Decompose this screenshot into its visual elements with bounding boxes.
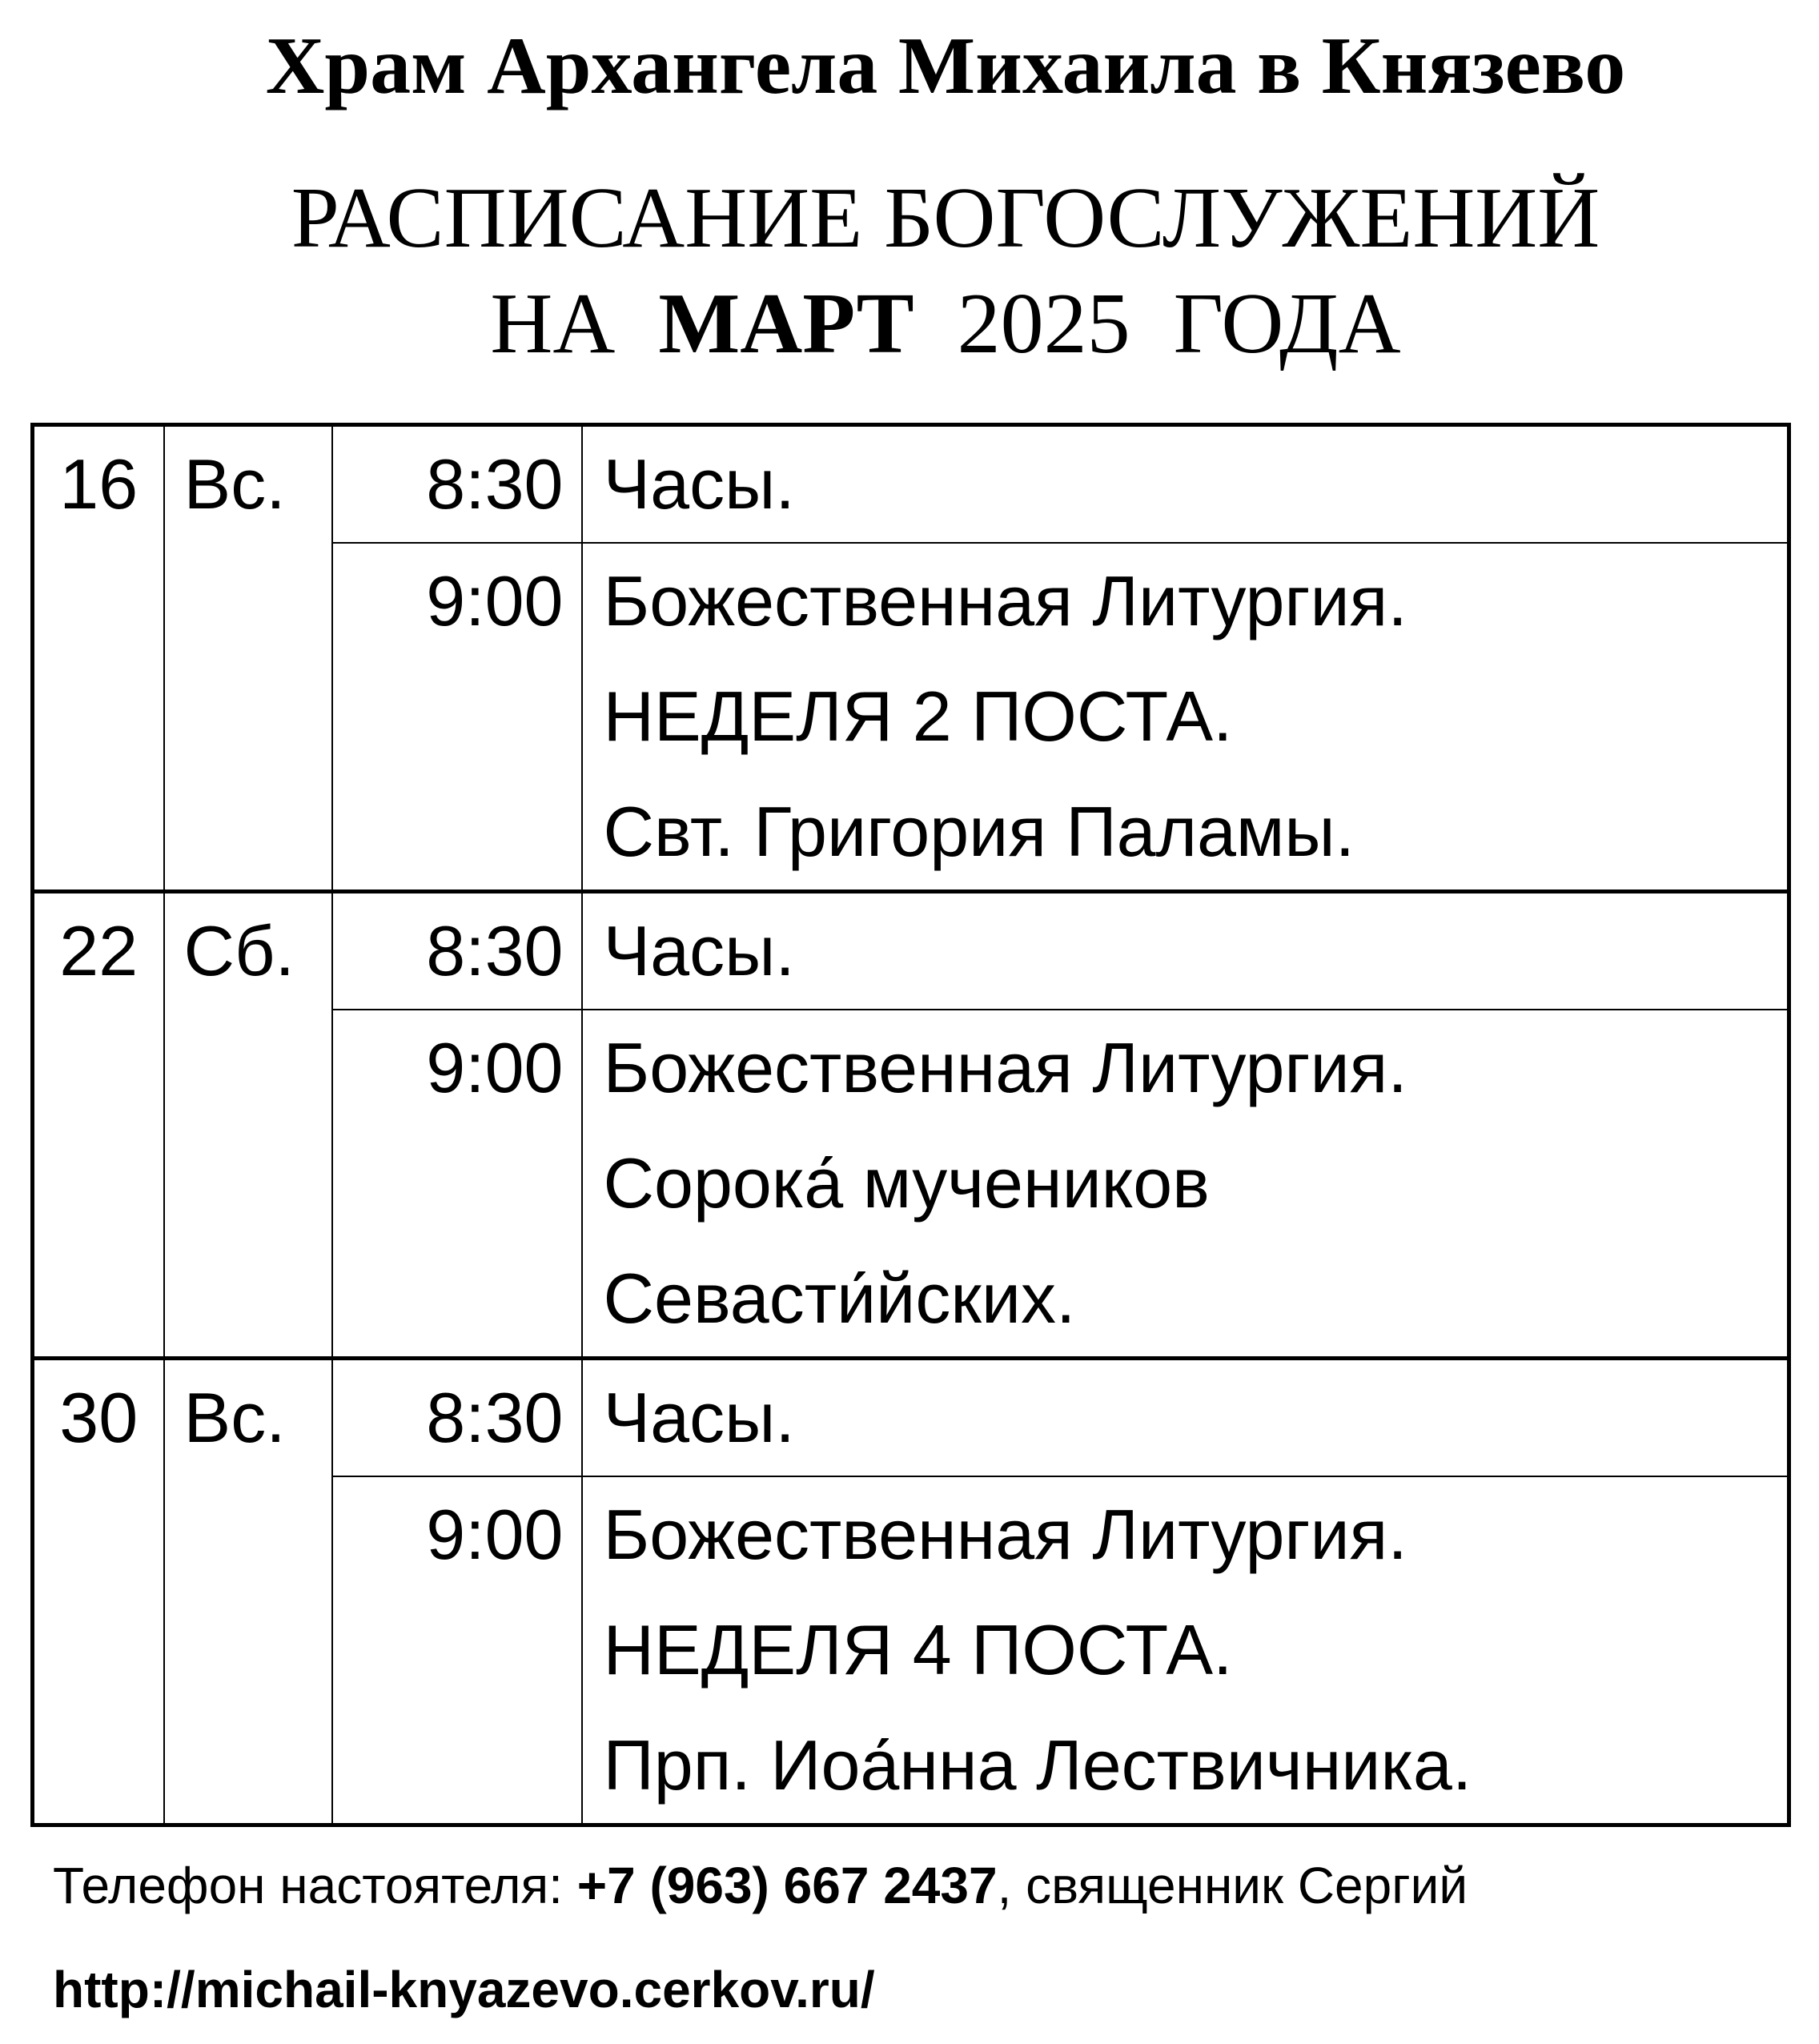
service-line: Божественная Литургия.: [603, 1495, 1407, 1574]
schedule-title: РАСПИСАНИЕ БОГОСЛУЖЕНИЙ: [291, 171, 1600, 266]
time-cell: 9:00: [332, 543, 582, 892]
weekday-cell: Вс.: [164, 425, 332, 892]
priest-phone: [53, 1849, 1468, 1922]
service-line: Свт. Григория Паламы.: [603, 792, 1355, 871]
phone-label: Телефон настоятеля:: [53, 1857, 577, 1914]
period-month: МАРТ: [658, 276, 914, 371]
service-line: Часы.: [603, 911, 795, 990]
time-cell: 9:00: [332, 1476, 582, 1825]
service-line: Часы.: [603, 444, 795, 524]
phone-number[interactable]: +7 (963) 667 2437: [576, 1857, 998, 1914]
date-cell: 30: [33, 1359, 164, 1825]
service-cell: [582, 543, 1789, 892]
time-cell: 8:30: [332, 892, 582, 1010]
service-line: Прп. Иоа́нна Лествичника.: [603, 1725, 1472, 1805]
service-line: НЕДЕЛЯ 4 ПОСТА.: [603, 1610, 1233, 1689]
service-line: Севасти́йских.: [603, 1259, 1076, 1338]
weekday-cell: Вс.: [164, 1359, 332, 1825]
table-row: [33, 425, 1789, 544]
service-line: Сорока́ мучеников: [603, 1143, 1210, 1223]
service-cell: [582, 1476, 1789, 1825]
service-line: НЕДЕЛЯ 2 ПОСТА.: [603, 677, 1233, 756]
church-name: Храм Архангела Михаила в Князево: [265, 21, 1626, 111]
schedule-table: [30, 423, 1791, 1827]
period-year: 2025: [957, 276, 1130, 371]
service-cell: [582, 1359, 1789, 1477]
service-cell: [582, 892, 1789, 1010]
weekday-cell: Сб.: [164, 892, 332, 1359]
service-cell: [582, 1010, 1789, 1359]
schedule-period: [0, 272, 1819, 376]
time-cell: 9:00: [332, 1010, 582, 1359]
date-cell: 16: [33, 425, 164, 892]
priest-name: , священник Сергий: [997, 1857, 1468, 1914]
table-row: [33, 892, 1789, 1010]
service-line: Часы.: [603, 1378, 795, 1457]
period-prefix: НА: [490, 276, 616, 371]
service-line: Божественная Литургия.: [603, 1028, 1407, 1107]
website-link[interactable]: http://michail-knyazevo.cerkov.ru/: [53, 1961, 875, 2018]
service-cell: [582, 425, 1789, 544]
period-suffix: ГОДА: [1173, 276, 1401, 371]
service-line: Божественная Литургия.: [603, 561, 1407, 641]
time-cell: 8:30: [332, 425, 582, 544]
time-cell: 8:30: [332, 1359, 582, 1477]
date-cell: 22: [33, 892, 164, 1359]
table-row: [33, 1359, 1789, 1477]
